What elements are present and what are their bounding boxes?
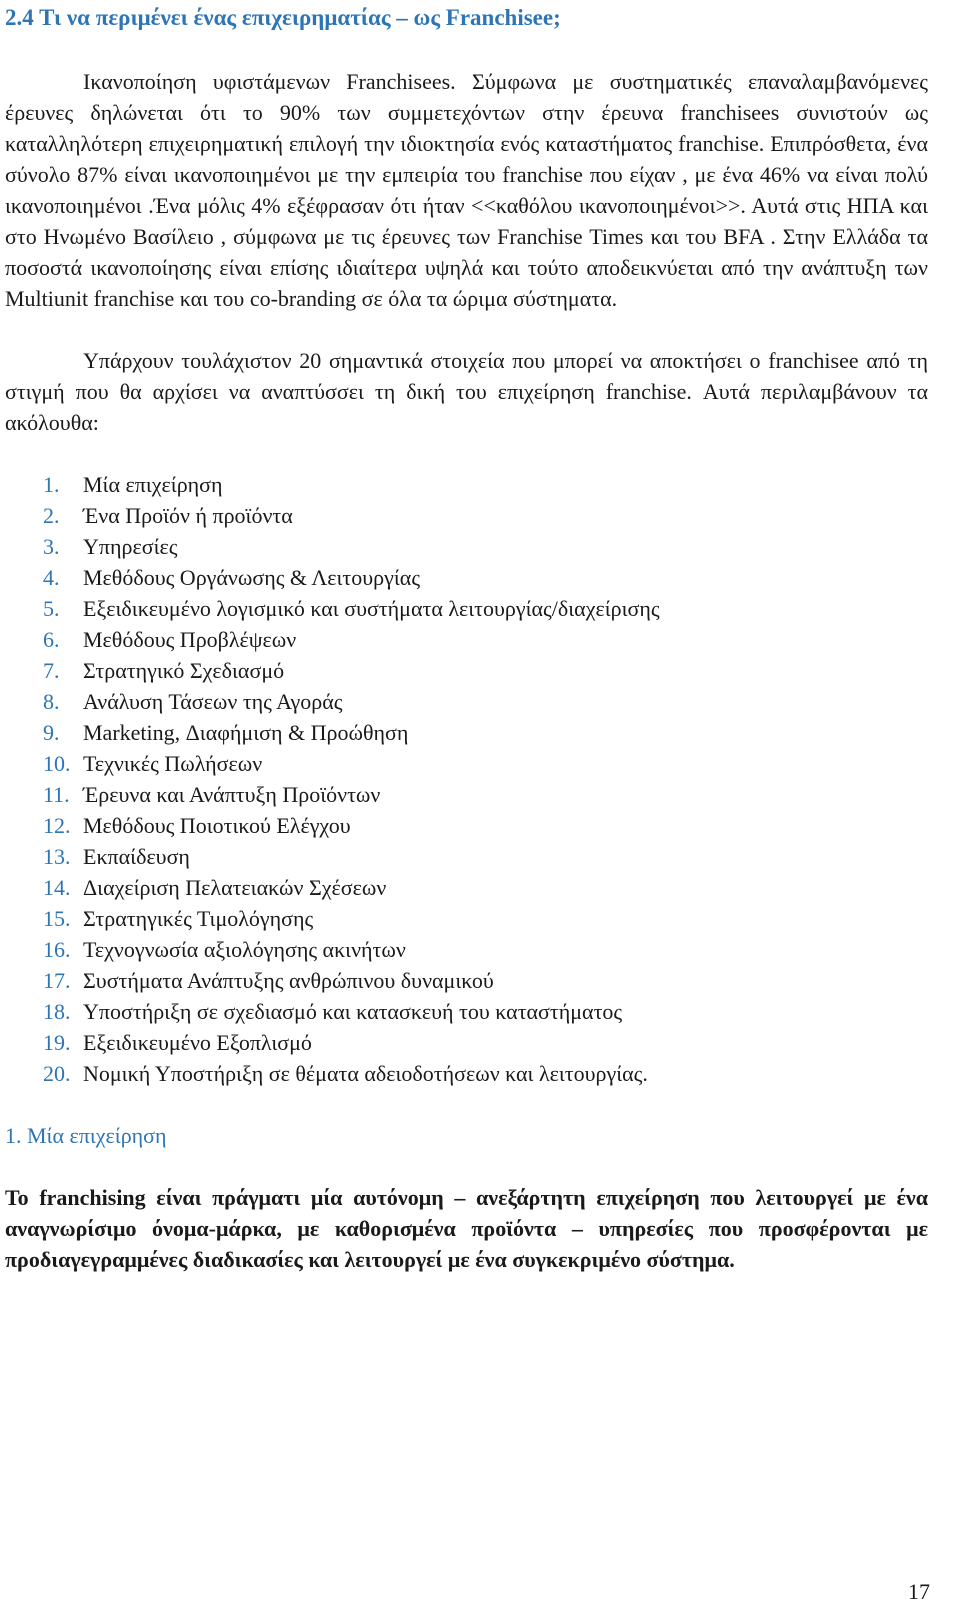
list-item-text: Ένα Προϊόν ή προϊόντα (83, 503, 293, 528)
list-item (5, 841, 928, 872)
list-item (5, 1058, 928, 1089)
list-item (5, 562, 928, 593)
list-item-text: Έρευνα και Ανάπτυξη Προϊόντων (83, 782, 381, 807)
list-item (5, 965, 928, 996)
list-item-text: Μεθόδους Οργάνωσης & Λειτουργίας (83, 565, 421, 590)
list-item-number: 1. (43, 472, 60, 497)
list-item (5, 686, 928, 717)
list-item-text: Συστήματα Ανάπτυξης ανθρώπινου δυναμικού (83, 968, 494, 993)
list-item-number: 4. (43, 565, 60, 590)
list-item-text: Μεθόδους Προβλέψεων (83, 627, 297, 652)
list-item-text: Στρατηγικές Τιμολόγησης (83, 906, 314, 931)
list-item-number: 18. (43, 999, 71, 1024)
section-title: 2.4 Τι να περιμένει ένας επιχειρηματίας – ως Franchisee; (5, 5, 561, 30)
list-item-text: Υποστήριξη σε σχεδιασμό και κατασκευή του καταστήματος (83, 999, 623, 1024)
list-item-number: 19. (43, 1030, 71, 1055)
list-item (5, 624, 928, 655)
list-item-number: 2. (43, 503, 60, 528)
list-item-number: 10. (43, 751, 71, 776)
list-item (5, 717, 928, 748)
elements-list (5, 469, 928, 1089)
list-item-number: 16. (43, 937, 71, 962)
list-item (5, 531, 928, 562)
list-item-number: 3. (43, 534, 60, 559)
list-item (5, 810, 928, 841)
list-item-text: Μία επιχείρηση (83, 472, 223, 497)
list-item-text: Τεχνογνωσία αξιολόγησης ακινήτων (83, 937, 406, 962)
page-number: 17 (908, 1579, 930, 1604)
list-item-text: Εκπαίδευση (83, 844, 190, 869)
list-item (5, 593, 928, 624)
list-item-number: 9. (43, 720, 60, 745)
list-item (5, 872, 928, 903)
list-item (5, 996, 928, 1027)
list-item-text: Εξειδικευμένο Εξοπλισμό (83, 1030, 312, 1055)
list-item-text: Τεχνικές Πωλήσεων (83, 751, 263, 776)
list-item-number: 7. (43, 658, 60, 683)
list-item-number: 11. (43, 782, 70, 807)
list-item (5, 779, 928, 810)
document-page (5, 0, 928, 1275)
list-item-text: Εξειδικευμένο λογισμικό και συστήματα λειτουργίας/διαχείρισης (83, 596, 660, 621)
list-item-text: Ανάλυση Τάσεων της Αγοράς (83, 689, 343, 714)
list-item-text: Στρατηγικό Σχεδιασμό (83, 658, 285, 683)
list-item-number: 13. (43, 844, 71, 869)
list-item-text: Διαχείριση Πελατειακών Σχέσεων (83, 875, 387, 900)
list-item-text: Marketing, Διαφήμιση & Προώθηση (83, 720, 409, 745)
list-item-number: 12. (43, 813, 71, 838)
list-item-number: 17. (43, 968, 71, 993)
list-item (5, 1027, 928, 1058)
list-item (5, 748, 928, 779)
paragraph-elements-intro: Υπάρχουν τουλάχιστον 20 σημαντικά στοιχεία που μπορεί να αποκτήσει ο franchisee από τη στιγμή που θα αρχίσει να αναπτύσσει τη δική του επιχείρηση franchise. Αυτά περιλαμβάνουν τα ακόλουθα: (5, 348, 928, 435)
list-item-number: 20. (43, 1061, 71, 1086)
list-item (5, 934, 928, 965)
list-item-number: 5. (43, 596, 60, 621)
list-item (5, 903, 928, 934)
list-item-number: 6. (43, 627, 60, 652)
list-item-text: Νομική Υποστήριξη σε θέματα αδειοδοτήσεων και λειτουργίας. (83, 1061, 648, 1086)
list-item (5, 655, 928, 686)
list-item-text: Μεθόδους Ποιοτικού Ελέγχου (83, 813, 351, 838)
paragraph-satisfaction: Ικανοποίηση υφιστάμενων Franchisees. Σύμφωνα με συστηματικές επαναλαμβανόμενες έρευνες δηλώνεται ότι το 90% των συμμετεχόντων στην έρευνα franchisees συνιστούν ως καταλληλότερη επιχειρηματική επιλογή την ιδιοκτησία ενός καταστήματος franchise. Επιπρόσθετα, ένα σύνολο 87% είναι ικανοποιημένοι με την εμπειρία του franchise που είχαν , με ένα 46% να είναι πολύ ικανοποιημένοι .Ένα μόλις 4% εξέφρασαν ότι ήταν <<καθόλου ικανοποιημένοι>>. Αυτά στις ΗΠΑ και στο Ηνωμένο Βασίλειο , σύμφωνα με τις έρευνες των Franchise Times και του BFA . Στην Ελλάδα τα ποσοστά ικανοποίησης είναι επίσης ιδιαίτερα υψηλά και τούτο αποδεικνύεται από την ανάπτυξη των Multiunit franchise και του co-branding σε όλα τα ώριμα σύστηματα. (5, 69, 928, 311)
list-item-text: Υπηρεσίες (83, 534, 178, 559)
subsection-title: 1. Μία επιχείρηση (5, 1123, 167, 1148)
list-item (5, 469, 928, 500)
list-item-number: 15. (43, 906, 71, 931)
list-item (5, 500, 928, 531)
list-item-number: 14. (43, 875, 71, 900)
list-item-number: 8. (43, 689, 60, 714)
bold-definition-paragraph: Το franchising είναι πράγματι μία αυτόνομη – ανεξάρτητη επιχείρηση που λειτουργεί με ένα αναγνωρίσιμο όνομα-μάρκα, με καθορισμένα προϊόντα – υπηρεσίες που προσφέρονται με προδιαγεγραμμένες διαδικασίες και λειτουργεί με ένα συγκεκριμένο σύστημα. (5, 1185, 928, 1272)
